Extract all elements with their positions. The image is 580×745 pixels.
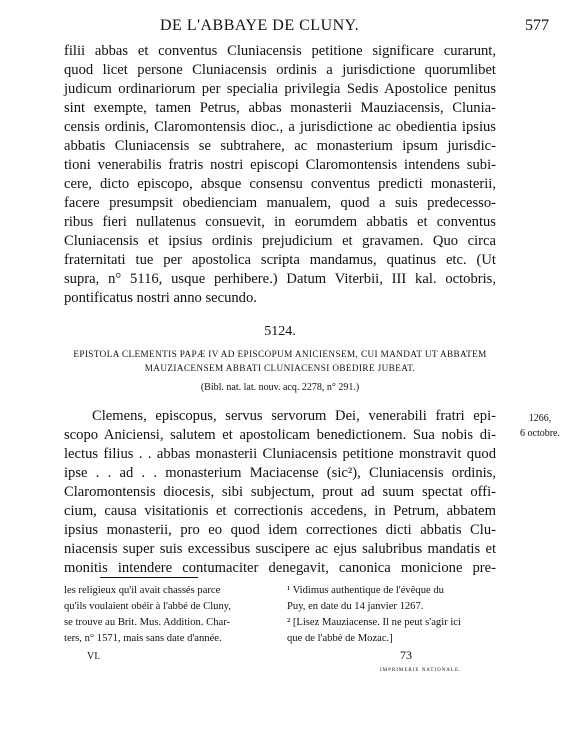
text-line: quod licet persone Cluniacensis ordinis a jurisdictione quorumlibet (64, 62, 496, 78)
text-line: cere, dicto episcopo, absque consensu conventus predicti monasterii, (64, 176, 496, 192)
text-line: abbatis Cluniacensis se subtrahere, ac monasterium ipsum jurisdic- (64, 138, 496, 154)
text-line: judicum ordinariorum per specialia privilegia Sedis Apostolice penitus (64, 81, 496, 97)
margin-date-note (502, 411, 578, 441)
text-line: ribus fieri nullatenus consuevit, in eorumdem abbatis et conventus (64, 214, 496, 230)
footnote-line: que de l'abbé de Mozac.] (287, 633, 393, 644)
text-line: cium, causa visitationis et correctionis accedens, in Petrum, abbatem (64, 503, 496, 519)
letter-title-line: EPISTOLA CLEMENTIS PAPÆ IV AD EPISCOPUM ANICIENSEM, CUI MANDAT UT ABBATEM (73, 349, 487, 359)
text-line: niacensis super suis excessibus suscipere ac ejus salubribus mandatis et (64, 541, 496, 557)
footnote-line: se trouve au Brit. Mus. Addition. Char- (64, 617, 231, 628)
footnote-divider (100, 577, 198, 578)
printer-imprint: IMPRIMERIE NATIONALE. (380, 668, 462, 673)
footnote-line: ters, n° 1571, mais sans date d'année. (64, 633, 222, 644)
text-line: pontificatus nostri anno secundo. (64, 290, 257, 306)
text-line: lectus filius . . abbas monasterii Cluniacensis petitione monstravit quod (64, 446, 496, 462)
signature-mark-right: 73 (400, 648, 412, 662)
signature-mark-left: VI. (87, 651, 101, 662)
text-line: ipse . . ad . . monasterium Maciacense (sic²), Cluniacensis ordinis, (64, 465, 496, 481)
letter-title-line: MAUZIACENSEM ABBATI CLUNIACENSI OBEDIRE JUBEAT. (144, 363, 416, 373)
text-line: Clemens, episcopus, servus servorum Dei, venerabili fratri epi- (92, 408, 496, 424)
text-line: sint exempte, tamen Petrus, abbas monasterii Mauziacensis, Cluniа- (64, 100, 496, 116)
text-line: monitis intendere contumaciter denegavit, canonica monicione pre- (64, 560, 496, 576)
footnote-line: ¹ Vidimus authentique de l'évêque du (287, 585, 444, 596)
letter-number: 5124. (264, 324, 296, 339)
text-line: filii abbas et conventus Cluniacensis petitione significare curarunt, (64, 43, 496, 59)
footnote-line: Puy, en date du 14 janvier 1267. (287, 601, 424, 612)
margin-year: 1266, (528, 413, 552, 424)
footnote-line: les religieux qu'il avait chassés parce (64, 585, 221, 596)
page-number: 577 (525, 17, 549, 34)
footnote-line: ² [Lisez Mauziacense. Il ne peut s'agir ici (287, 617, 461, 628)
text-line: supra, n° 5116, usque perhibere.) Datum Viterbii, III kal. octobris, (64, 271, 496, 287)
source-reference: (Bibl. nat. lat. nouv. acq. 2278, n° 291.) (200, 382, 360, 393)
text-line: scopo Aniciensi, salutem et apostolicam benedictionem. Sua nobis di- (64, 427, 496, 443)
text-line: tioni venerabilis fratris nostri episcopi Claromontensis intendens subi- (64, 157, 496, 173)
text-line: facere presumpsit obedienciam manualem, quod a suis predecesso- (64, 195, 496, 211)
text-line: fraternitati tue per apostolica scripta mandamus, quatinus etc. (Ut (64, 252, 496, 268)
running-head: DE L'ABBAYE DE CLUNY. (160, 17, 360, 34)
text-line: Claromontensis diocesis, sibi subjectum, prout ad suum spectat offi- (64, 484, 496, 500)
footnote-line: qu'ils voulaient obéir à l'abbé de Cluny, (64, 601, 232, 612)
letter-title (70, 347, 490, 375)
text-block-letter (64, 407, 496, 578)
text-line: ipsius monasterii, pro eo quod idem correctiones dicti abbatis Clu- (64, 522, 496, 538)
footnotes-right-column (287, 583, 497, 647)
text-line: censis ordinis, Claromontensis dioc., a jurisdictione ac obedientia ipsius (64, 119, 496, 135)
footnotes-left-column (64, 583, 272, 647)
margin-date: 6 octobre. (520, 428, 560, 439)
text-block-continuation (64, 42, 496, 308)
text-line: Cluniacensis et ipsius ordinis prejudicium et gravamen. Quo circa (64, 233, 496, 249)
